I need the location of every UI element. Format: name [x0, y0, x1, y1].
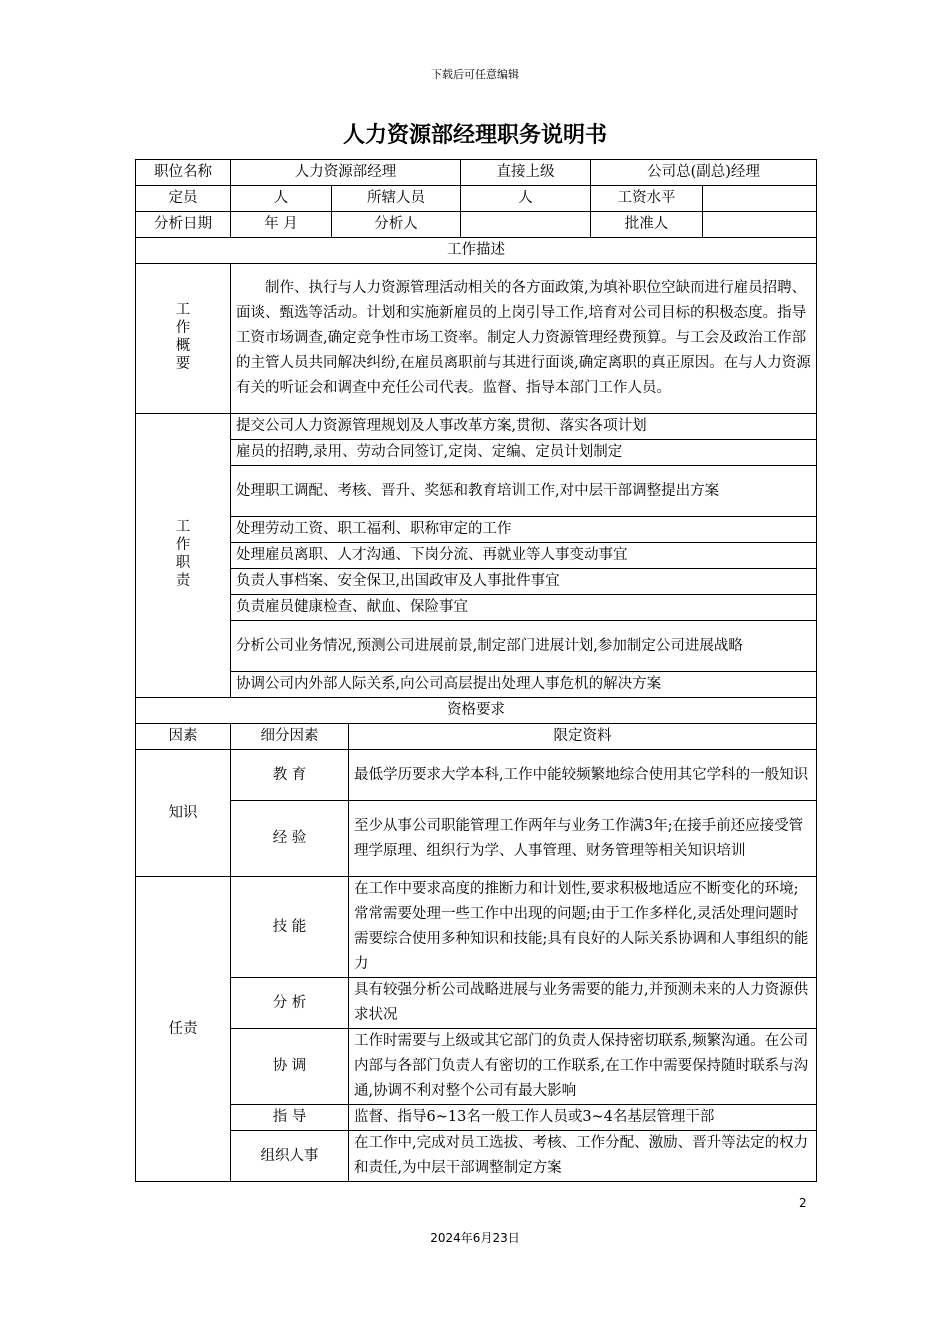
page-number: 2 [799, 1196, 807, 1210]
duty-item: 分析公司业务情况,预测公司进展前景,制定部门进展计划,参加制定公司进展战略 [231, 621, 817, 672]
analysis-date-value: 年 月 [231, 212, 332, 238]
skills-text: 在工作中要求高度的推断力和计划性,要求积极地适应不断变化的环境;常常需要处理一些工作中出现的问题;由于工作多样化,灵活处理问题时需要综合使用多种知识和技能;具有良好的人际关系协调和人事组织的能力 [349, 877, 817, 978]
experience-label: 经 验 [231, 801, 349, 877]
responsibility-label: 任责 [136, 877, 231, 1182]
analyst-value [461, 212, 591, 238]
coordination-text: 工作时需要与上级或其它部门的负责人保持密切联系,频繁沟通。在公司内部与各部门负责人有密切的工作联系,在工作中需要保持随时联系与沟通,协调不利对整个公司有最大影响 [349, 1029, 817, 1105]
duty-item: 处理雇员离职、人才沟通、下岗分流、再就业等人事变动事宜 [231, 543, 817, 569]
supervisor-label: 直接上级 [461, 160, 591, 186]
personnel-org-text: 在工作中,完成对员工选拔、考核、工作分配、激励、晋升等法定的权力和责任,为中层干部调整制定方案 [349, 1131, 817, 1182]
supervisor-value: 公司总(副总)经理 [591, 160, 817, 186]
experience-text: 至少从事公司职能管理工作两年与业务工作满3年;在接手前还应接受管理学原理、组织行为学、人事管理、财务管理等相关知识培训 [349, 801, 817, 877]
duty-item: 协调公司内外部人际关系,向公司高层提出处理人事危机的解决方案 [231, 672, 817, 698]
duty-item: 处理劳动工资、职工福利、职称审定的工作 [231, 517, 817, 543]
duty-item: 负责雇员健康检查、献血、保险事宜 [231, 595, 817, 621]
personnel-org-label: 组织人事 [231, 1131, 349, 1182]
qualifications-header: 资格要求 [136, 698, 817, 724]
work-overview-text: 制作、执行与人力资源管理活动相关的各方面政策,为填补职位空缺而进行雇员招聘、面谈、甄选等活动。计划和实施新雇员的上岗引导工作,培育对公司目标的积极态度。指导工资市场调查,确定竞争性市场工资率。制定人力资源管理经费预算。与工会及政治工作部的主管人员共同解决纠纷,在雇员离职前与其进行面谈,确定离职的真正原因。在与人力资源有关的听证会和调查中充任公司代表。监督、指导本部门工作人员。 [231, 264, 817, 414]
duty-item: 处理职工调配、考核、晋升、奖惩和教育培训工作,对中层干部调整提出方案 [231, 466, 817, 517]
guidance-text: 监督、指导6~13名一般工作人员或3~4名基层管理干部 [349, 1105, 817, 1131]
column-subfactor: 细分因素 [231, 724, 349, 750]
staffing-label: 定员 [136, 186, 231, 212]
knowledge-label: 知识 [136, 750, 231, 877]
analysis-label: 分 析 [231, 978, 349, 1029]
analysis-date-label: 分析日期 [136, 212, 231, 238]
work-overview-label-text: 工作概要 [175, 301, 191, 372]
skills-label: 技 能 [231, 877, 349, 978]
duty-item: 雇员的招聘,录用、劳动合同签订,定岗、定编、定员计划制定 [231, 440, 817, 466]
guidance-label: 指 导 [231, 1105, 349, 1131]
duties-label-text: 工作职责 [175, 518, 191, 589]
subordinates-label: 所辖人员 [332, 186, 461, 212]
position-name-label: 职位名称 [136, 160, 231, 186]
duties-label [136, 414, 231, 698]
footer-date: 2024年6月23日 [430, 1231, 520, 1245]
position-name-value: 人力资源部经理 [231, 160, 461, 186]
duty-item: 提交公司人力资源管理规划及人事改革方案,贯彻、落实各项计划 [231, 414, 817, 440]
work-description-header: 工作描述 [136, 238, 817, 264]
staffing-value: 人 [231, 186, 332, 212]
education-label: 教 育 [231, 750, 349, 801]
analyst-label: 分析人 [332, 212, 461, 238]
approver-label: 批准人 [591, 212, 703, 238]
salary-level-label: 工资水平 [591, 186, 703, 212]
approver-value [703, 212, 817, 238]
column-content: 限定资料 [349, 724, 817, 750]
duty-item: 负责人事档案、安全保卫,出国政审及人事批件事宜 [231, 569, 817, 595]
coordination-label: 协 调 [231, 1029, 349, 1105]
column-factor: 因素 [136, 724, 231, 750]
salary-level-value [703, 186, 817, 212]
analysis-text: 具有较强分析公司战略进展与业务需要的能力,并预测未来的人力资源供求状况 [349, 978, 817, 1029]
document-title: 人力资源部经理职务说明书 [342, 123, 607, 148]
education-text: 最低学历要求大学本科,工作中能较频繁地综合使用其它学科的一般知识 [349, 750, 817, 801]
work-overview-label [136, 264, 231, 414]
subordinates-value: 人 [461, 186, 591, 212]
header-note: 下载后可任意编辑 [431, 68, 519, 81]
job-description-table [135, 159, 817, 1182]
